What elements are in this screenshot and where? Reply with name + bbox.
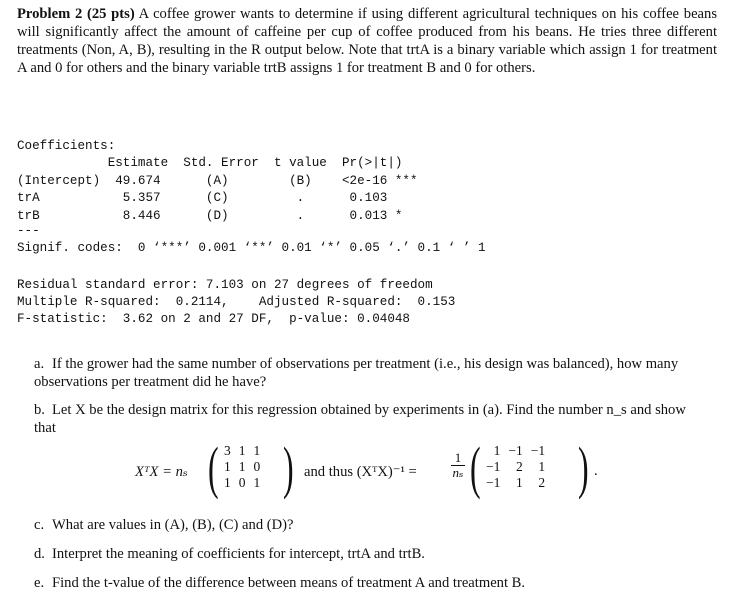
question-e-label: e. bbox=[34, 575, 45, 591]
equation-end: . bbox=[594, 463, 598, 479]
coefficients-header: Estimate Std. Error t value Pr(>|t|) bbox=[17, 156, 403, 170]
m2-cell: 2 bbox=[538, 475, 546, 490]
question-e bbox=[34, 574, 689, 592]
signif-codes: Signif. codes: 0 ‘***’ 0.001 ‘**’ 0.01 ‘*’ 0.05 ‘.’ 0.1 ‘ ’ 1 bbox=[17, 241, 486, 255]
question-c bbox=[34, 516, 689, 534]
f-statistic: F-statistic: 3.62 on 2 and 27 DF, p-value: 0.04048 bbox=[17, 312, 410, 326]
m2-cell: −1 bbox=[508, 443, 523, 458]
fraction bbox=[451, 451, 465, 480]
m2-cell: 1 bbox=[493, 443, 501, 458]
matrix-xtx-inverse bbox=[482, 443, 549, 491]
residual-std-error: Residual standard error: 7.103 on 27 degrees of freedom bbox=[17, 278, 433, 292]
coef-row-trB: trB 8.446 (D) . 0.013 * bbox=[17, 209, 403, 223]
m2-cell: −1 bbox=[530, 443, 546, 458]
coef-row-trA: trA 5.357 (C) . 0.103 bbox=[17, 191, 388, 205]
question-a-text: If the grower had the same number of observations per treatment (i.e., his design was balanced), how many observations per treatment did he have? bbox=[34, 356, 679, 390]
problem-statement bbox=[17, 5, 717, 77]
separator: --- bbox=[17, 224, 40, 238]
m1-cell: 0 bbox=[238, 475, 246, 490]
question-b-label: b. bbox=[34, 402, 45, 418]
equation-middle: and thus (XᵀX)⁻¹ = bbox=[304, 464, 417, 480]
m2-cell: 2 bbox=[516, 459, 523, 474]
m1-cell: 1 bbox=[238, 443, 246, 458]
m2-cell: −1 bbox=[486, 459, 501, 474]
question-a bbox=[34, 355, 689, 391]
question-d-text: Interpret the meaning of coefficients for intercept, trtA and trtB. bbox=[52, 546, 425, 562]
m2-cell: 1 bbox=[516, 475, 523, 490]
r-squared: Multiple R-squared: 0.2114, Adjusted R-squared: 0.153 bbox=[17, 295, 456, 309]
right-paren-1: ) bbox=[283, 435, 294, 500]
problem-text: A coffee grower wants to determine if using different agricultural techniques on his coffee beans will significantly affect the amount of caffeine per cup of coffee produced from his beans. He tries three different treatments (Non, A, B), resulting in the R output below. Note that trtA is a binary variable which assign 1 for treatment A and 0 for others and the binary variable trtB assigns 1 for treatment B and 0 for others. bbox=[17, 6, 717, 76]
m1-cell: 0 bbox=[253, 459, 261, 474]
m1-cell: 1 bbox=[224, 459, 231, 474]
question-b bbox=[34, 401, 689, 437]
question-a-label: a. bbox=[34, 356, 45, 372]
m2-cell: 1 bbox=[538, 459, 546, 474]
fraction-denominator: nₛ bbox=[452, 465, 464, 480]
m1-cell: 1 bbox=[224, 475, 231, 490]
left-paren-2: ( bbox=[470, 435, 481, 500]
question-d bbox=[34, 545, 689, 563]
question-d-label: d. bbox=[34, 546, 45, 562]
question-c-label: c. bbox=[34, 517, 45, 533]
question-c-text: What are values in (A), (B), (C) and (D)? bbox=[52, 517, 294, 533]
m1-cell: 3 bbox=[224, 443, 231, 458]
problem-heading: Problem 2 (25 pts) bbox=[17, 6, 135, 22]
fraction-numerator: 1 bbox=[454, 450, 462, 465]
m1-cell: 1 bbox=[253, 443, 261, 458]
equation-lhs: XᵀX = nₛ bbox=[135, 464, 188, 480]
left-paren-1: ( bbox=[208, 435, 219, 500]
m1-cell: 1 bbox=[253, 475, 261, 490]
coef-row-intercept: (Intercept) 49.674 (A) (B) <2e-16 *** bbox=[17, 174, 418, 188]
coefficients-title: Coefficients: bbox=[17, 139, 116, 153]
m1-cell: 1 bbox=[238, 459, 246, 474]
right-paren-2: ) bbox=[578, 435, 589, 500]
question-e-text: Find the t-value of the difference between means of treatment A and treatment B. bbox=[52, 575, 526, 591]
matrix-xtx bbox=[220, 443, 264, 491]
m2-cell: −1 bbox=[486, 475, 501, 490]
question-b-text: Let X be the design matrix for this regression obtained by experiments in (a). Find the number n_s and show that bbox=[34, 402, 686, 436]
